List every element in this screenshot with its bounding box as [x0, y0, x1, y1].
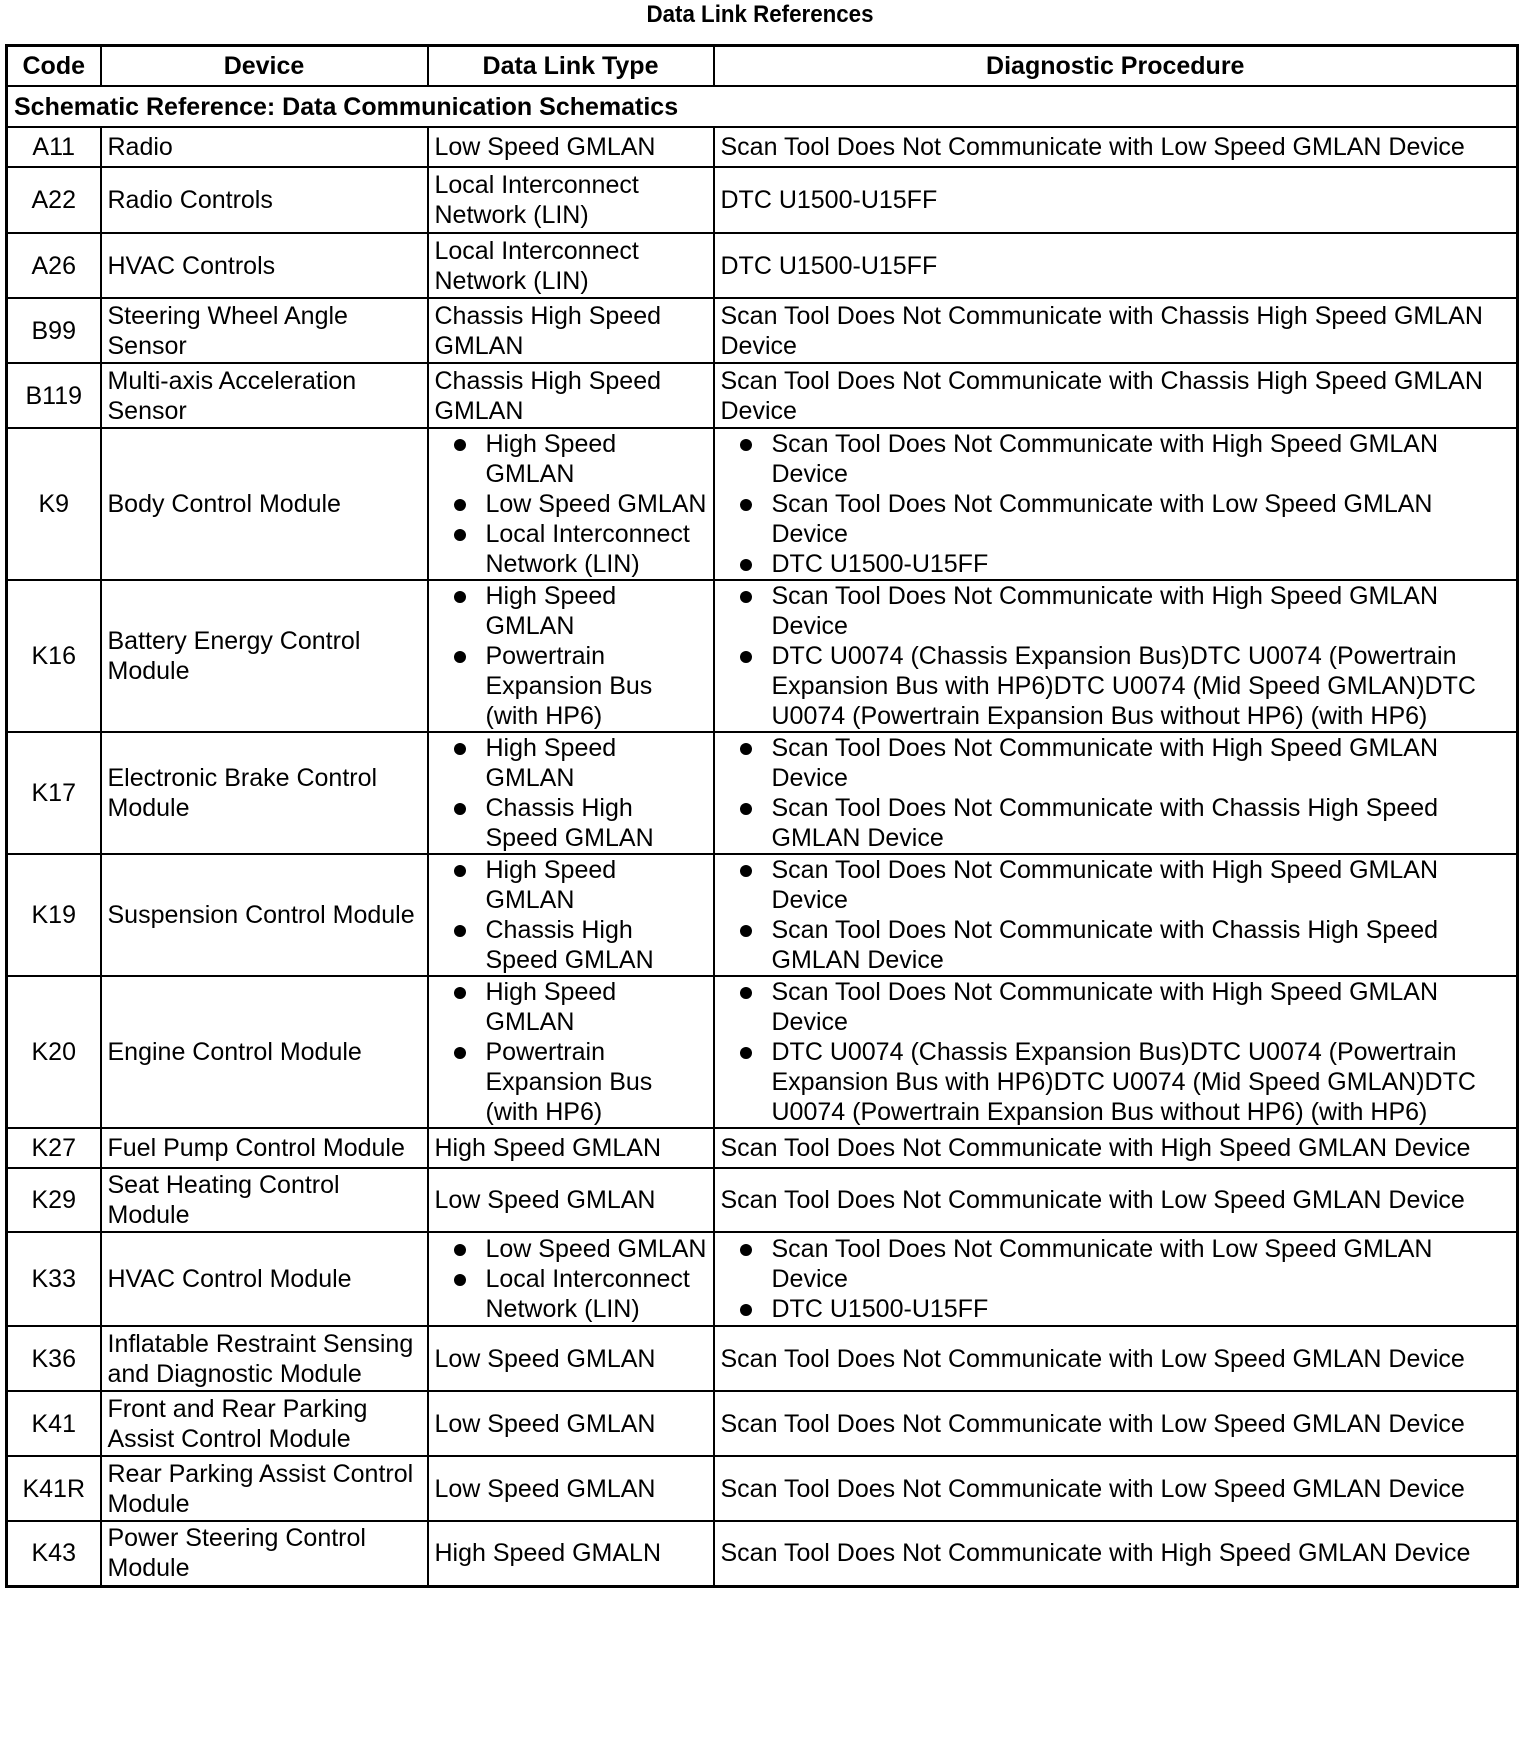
- cell-link-type: [428, 732, 714, 854]
- table-row: [7, 580, 1518, 732]
- cell-device: Engine Control Module: [101, 976, 428, 1128]
- procedure-item: Scan Tool Does Not Communicate with Chassis High Speed GMLAN Device: [721, 793, 1511, 853]
- table-row: [7, 1521, 1518, 1586]
- bullet-list: [721, 977, 1511, 1127]
- cell-link-type: High Speed GMLAN: [428, 1128, 714, 1168]
- procedure-item: DTC U1500-U15FF: [721, 549, 1511, 579]
- table-row: [7, 363, 1518, 428]
- bullet-list: [435, 1234, 707, 1324]
- header-code: Code: [7, 46, 101, 87]
- cell-device: Seat Heating Control Module: [101, 1168, 428, 1232]
- link-item: Low Speed GMLAN: [435, 489, 707, 519]
- cell-link-type: Low Speed GMLAN: [428, 1391, 714, 1456]
- data-link-table: [5, 44, 1519, 1588]
- table-row: [7, 854, 1518, 976]
- bullet-list: [435, 429, 707, 579]
- bullet-list: [721, 429, 1511, 579]
- cell-procedure: Scan Tool Does Not Communicate with Chassis High Speed GMLAN Device: [714, 363, 1518, 428]
- procedure-item: DTC U0074 (Chassis Expansion Bus)DTC U0074 (Powertrain Expansion Bus with HP6)DTC U0074 (Mid Speed GMLAN)DTC U0074 (Powertrain Expansion Bus without HP6) (with HP6): [721, 1037, 1511, 1127]
- procedure-item: Scan Tool Does Not Communicate with High Speed GMLAN Device: [721, 581, 1511, 641]
- cell-code: K36: [7, 1326, 101, 1391]
- table-row: [7, 732, 1518, 854]
- procedure-item: Scan Tool Does Not Communicate with High Speed GMLAN Device: [721, 977, 1511, 1037]
- cell-code: A22: [7, 167, 101, 233]
- procedure-item: Scan Tool Does Not Communicate with High Speed GMLAN Device: [721, 733, 1511, 793]
- cell-device: Radio: [101, 127, 428, 167]
- procedure-item: Scan Tool Does Not Communicate with High Speed GMLAN Device: [721, 855, 1511, 915]
- table-row: [7, 1391, 1518, 1456]
- section-row: [7, 86, 1518, 127]
- cell-code: A11: [7, 127, 101, 167]
- link-item: Chassis High Speed GMLAN: [435, 793, 707, 853]
- cell-procedure: Scan Tool Does Not Communicate with Low Speed GMLAN Device: [714, 1456, 1518, 1521]
- link-item: High Speed GMLAN: [435, 977, 707, 1037]
- cell-procedure: DTC U1500-U15FF: [714, 233, 1518, 298]
- cell-code: B119: [7, 363, 101, 428]
- cell-procedure: Scan Tool Does Not Communicate with High Speed GMLAN Device: [714, 1128, 1518, 1168]
- cell-device: Steering Wheel Angle Sensor: [101, 298, 428, 363]
- cell-procedure: [714, 1232, 1518, 1326]
- section-label: Schematic Reference: Data Communication Schematics: [7, 86, 1518, 127]
- cell-procedure: [714, 428, 1518, 580]
- cell-device: Power Steering Control Module: [101, 1521, 428, 1586]
- bullet-list: [721, 581, 1511, 731]
- cell-link-type: [428, 428, 714, 580]
- cell-procedure: Scan Tool Does Not Communicate with High Speed GMLAN Device: [714, 1521, 1518, 1586]
- cell-procedure: [714, 976, 1518, 1128]
- table-row: [7, 167, 1518, 233]
- cell-device: Multi-axis Acceleration Sensor: [101, 363, 428, 428]
- link-item: Powertrain Expansion Bus (with HP6): [435, 1037, 707, 1127]
- cell-link-type: High Speed GMALN: [428, 1521, 714, 1586]
- cell-link-type: Low Speed GMLAN: [428, 127, 714, 167]
- table-row: [7, 298, 1518, 363]
- cell-procedure: Scan Tool Does Not Communicate with Low Speed GMLAN Device: [714, 1326, 1518, 1391]
- header-procedure: Diagnostic Procedure: [714, 46, 1518, 87]
- cell-code: B99: [7, 298, 101, 363]
- bullet-list: [435, 581, 707, 731]
- cell-link-type: Low Speed GMLAN: [428, 1326, 714, 1391]
- cell-procedure: Scan Tool Does Not Communicate with Low Speed GMLAN Device: [714, 127, 1518, 167]
- cell-procedure: Scan Tool Does Not Communicate with Low Speed GMLAN Device: [714, 1391, 1518, 1456]
- cell-code: K33: [7, 1232, 101, 1326]
- cell-procedure: Scan Tool Does Not Communicate with Low Speed GMLAN Device: [714, 1168, 1518, 1232]
- procedure-item: DTC U1500-U15FF: [721, 1294, 1511, 1324]
- page-title: Data Link References: [646, 1, 874, 28]
- link-item: Powertrain Expansion Bus (with HP6): [435, 641, 707, 731]
- cell-code: K41R: [7, 1456, 101, 1521]
- procedure-item: Scan Tool Does Not Communicate with High Speed GMLAN Device: [721, 429, 1511, 489]
- cell-code: A26: [7, 233, 101, 298]
- cell-code: K29: [7, 1168, 101, 1232]
- link-item: High Speed GMLAN: [435, 429, 707, 489]
- cell-code: K43: [7, 1521, 101, 1586]
- link-item: High Speed GMLAN: [435, 733, 707, 793]
- table-row: [7, 233, 1518, 298]
- cell-procedure: [714, 580, 1518, 732]
- cell-code: K27: [7, 1128, 101, 1168]
- procedure-item: Scan Tool Does Not Communicate with Low Speed GMLAN Device: [721, 1234, 1511, 1294]
- table-row: [7, 1168, 1518, 1232]
- cell-device: Fuel Pump Control Module: [101, 1128, 428, 1168]
- bullet-list: [435, 855, 707, 975]
- table-body: [7, 86, 1518, 1586]
- cell-link-type: Low Speed GMLAN: [428, 1456, 714, 1521]
- header-link-type: Data Link Type: [428, 46, 714, 87]
- cell-device: HVAC Controls: [101, 233, 428, 298]
- bullet-list: [721, 1234, 1511, 1324]
- procedure-item: DTC U0074 (Chassis Expansion Bus)DTC U0074 (Powertrain Expansion Bus with HP6)DTC U0074 (Mid Speed GMLAN)DTC U0074 (Powertrain Expansion Bus without HP6) (with HP6): [721, 641, 1511, 731]
- link-item: Chassis High Speed GMLAN: [435, 915, 707, 975]
- cell-procedure: DTC U1500-U15FF: [714, 167, 1518, 233]
- cell-link-type: [428, 580, 714, 732]
- table-row: [7, 1232, 1518, 1326]
- cell-device: Suspension Control Module: [101, 854, 428, 976]
- cell-code: K20: [7, 976, 101, 1128]
- cell-device: Front and Rear Parking Assist Control Module: [101, 1391, 428, 1456]
- cell-link-type: [428, 1232, 714, 1326]
- cell-link-type: Chassis High Speed GMLAN: [428, 298, 714, 363]
- cell-procedure: [714, 732, 1518, 854]
- cell-code: K19: [7, 854, 101, 976]
- bullet-list: [435, 733, 707, 853]
- link-item: Low Speed GMLAN: [435, 1234, 707, 1264]
- cell-device: Radio Controls: [101, 167, 428, 233]
- header-row: [7, 46, 1518, 87]
- procedure-item: Scan Tool Does Not Communicate with Low Speed GMLAN Device: [721, 489, 1511, 549]
- cell-code: K9: [7, 428, 101, 580]
- link-item: High Speed GMLAN: [435, 581, 707, 641]
- cell-device: HVAC Control Module: [101, 1232, 428, 1326]
- cell-procedure: Scan Tool Does Not Communicate with Chassis High Speed GMLAN Device: [714, 298, 1518, 363]
- cell-procedure: [714, 854, 1518, 976]
- link-item: Local Interconnect Network (LIN): [435, 1264, 707, 1324]
- cell-link-type: Chassis High Speed GMLAN: [428, 363, 714, 428]
- cell-code: K41: [7, 1391, 101, 1456]
- cell-link-type: Local Interconnect Network (LIN): [428, 233, 714, 298]
- cell-link-type: [428, 854, 714, 976]
- header-device: Device: [101, 46, 428, 87]
- cell-device: Body Control Module: [101, 428, 428, 580]
- cell-code: K17: [7, 732, 101, 854]
- table-row: [7, 976, 1518, 1128]
- cell-link-type: Low Speed GMLAN: [428, 1168, 714, 1232]
- table-row: [7, 127, 1518, 167]
- cell-device: Electronic Brake Control Module: [101, 732, 428, 854]
- procedure-item: Scan Tool Does Not Communicate with Chassis High Speed GMLAN Device: [721, 915, 1511, 975]
- table-row: [7, 1128, 1518, 1168]
- table-row: [7, 428, 1518, 580]
- cell-device: Inflatable Restraint Sensing and Diagnostic Module: [101, 1326, 428, 1391]
- cell-link-type: Local Interconnect Network (LIN): [428, 167, 714, 233]
- link-item: High Speed GMLAN: [435, 855, 707, 915]
- table-row: [7, 1326, 1518, 1391]
- cell-device: Battery Energy Control Module: [101, 580, 428, 732]
- cell-link-type: [428, 976, 714, 1128]
- cell-code: K16: [7, 580, 101, 732]
- cell-device: Rear Parking Assist Control Module: [101, 1456, 428, 1521]
- link-item: Local Interconnect Network (LIN): [435, 519, 707, 579]
- table-row: [7, 1456, 1518, 1521]
- bullet-list: [721, 855, 1511, 975]
- bullet-list: [721, 733, 1511, 853]
- bullet-list: [435, 977, 707, 1127]
